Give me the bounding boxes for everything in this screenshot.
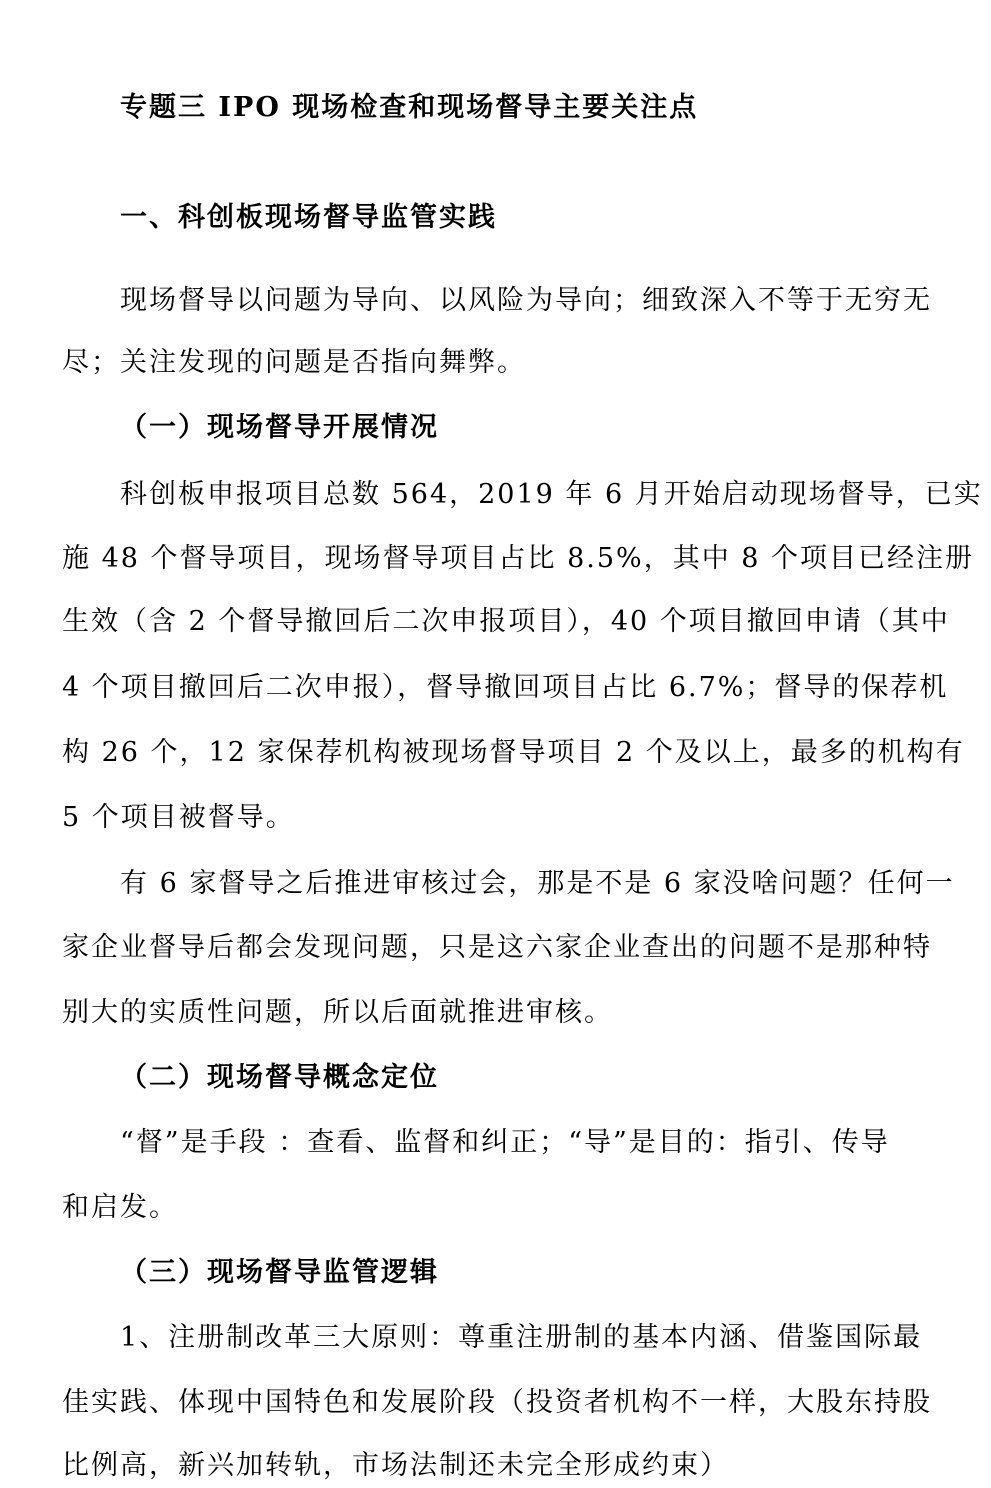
paragraph-line: 科创板申报项目总数 564，2019 年 6 月开始启动现场督导，已实	[120, 479, 983, 510]
paragraph-line: 比例高，新兴加转轨，市场法制还未完全形成约束）	[62, 1450, 729, 1481]
paragraph-line: 现场督导以问题为导向、以风险为导向；细致深入不等于无穷无	[120, 285, 932, 316]
paragraph-line: 有 6 家督导之后推进审核过会，那是不是 6 家没啥问题？任何一	[120, 868, 955, 899]
paragraph-line: 5 个项目被督导。	[62, 802, 295, 833]
subsection-heading-1: （一）现场督导开展情况	[120, 412, 439, 443]
paragraph-line: 1、注册制改革三大原则：尊重注册制的基本内涵、借鉴国际最	[120, 1322, 923, 1353]
paragraph-line: 施 48 个督导项目，现场督导项目占比 8.5%，其中 8 个项目已经注册	[62, 543, 975, 574]
subsection-heading-2: （二）现场督导概念定位	[120, 1062, 439, 1093]
paragraph-line: 别大的实质性问题，所以后面就推进审核。	[62, 997, 613, 1028]
paragraph-line: 尽；关注发现的问题是否指向舞弊。	[62, 347, 526, 378]
paragraph-line: 构 26 个，12 家保荐机构被现场督导项目 2 个及以上，最多的机构有	[62, 737, 965, 768]
paragraph-line: 家企业督导后都会发现问题，只是这六家企业查出的问题不是那种特	[62, 932, 932, 963]
document-title: 专题三 IPO 现场检查和现场督导主要关注点	[120, 92, 699, 123]
paragraph-line: 生效（含 2 个督导撤回后二次申报项目），40 个项目撤回申请（其中	[62, 606, 950, 637]
section-heading-1: 一、科创板现场督导监管实践	[120, 202, 497, 233]
paragraph-line: “督”是手段 ：查看、监督和纠正；“导”是目的：指引、传导	[120, 1127, 890, 1158]
subsection-heading-3: （三）现场督导监管逻辑	[120, 1257, 439, 1288]
paragraph-line: 和启发。	[62, 1192, 178, 1223]
paragraph-line: 4 个项目撤回后二次申报），督导撤回项目占比 6.7%；督导的保荐机	[62, 672, 949, 703]
paragraph-line: 佳实践、体现中国特色和发展阶段（投资者机构不一样，大股东持股	[62, 1387, 932, 1418]
